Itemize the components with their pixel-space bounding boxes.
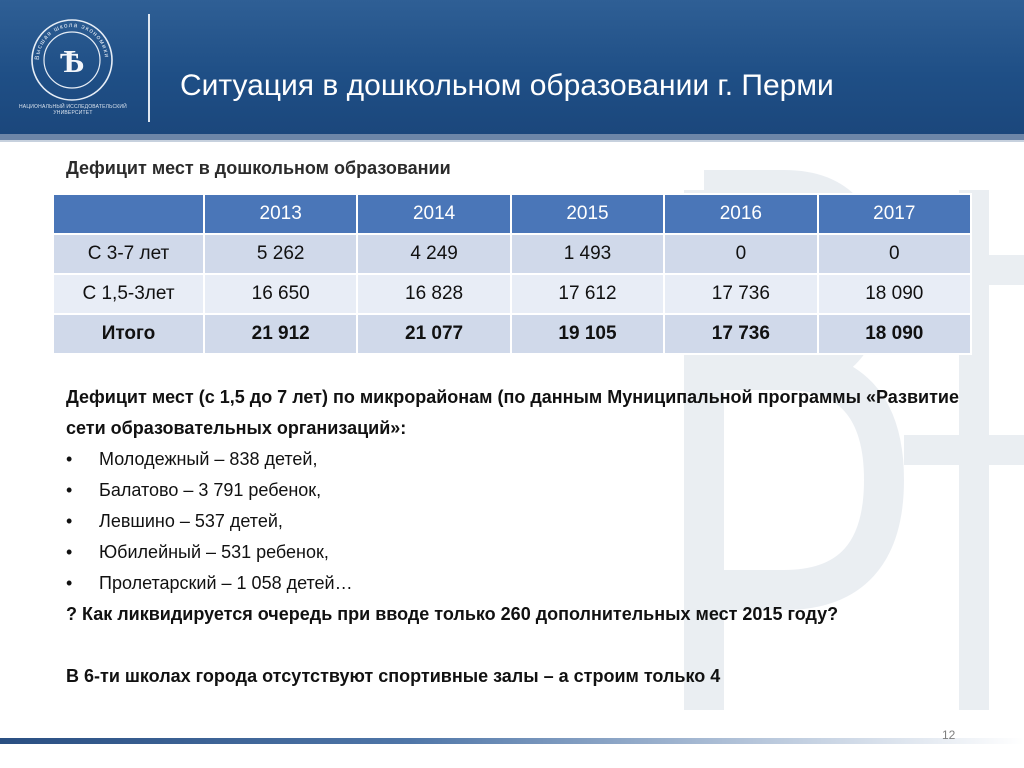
page-number: 12	[942, 728, 956, 742]
list-item	[66, 506, 966, 537]
table-total-row	[53, 314, 971, 354]
header-divider	[148, 14, 150, 122]
list-item-text: Пролетарский – 1 058 детей…	[99, 573, 353, 593]
table-row	[53, 274, 971, 314]
table-cell: 1 493	[511, 234, 664, 274]
spacer	[66, 630, 966, 661]
list-item-text: Юбилейный – 531 ребенок,	[99, 542, 329, 562]
district-list	[66, 444, 966, 599]
table-cell: 21 077	[357, 314, 510, 354]
list-item	[66, 444, 966, 475]
bullet-icon: •	[66, 542, 73, 562]
list-item	[66, 568, 966, 599]
table-header-cell: 2013	[204, 194, 357, 234]
closing-paragraph: В 6-ти школах города отсутствуют спортивные залы – а строим только 4	[66, 666, 721, 686]
page-title: Ситуация в дошкольном образовании г. Перми	[180, 69, 834, 102]
row-label: Итого	[53, 314, 204, 354]
table-header-cell: 2017	[818, 194, 971, 234]
deficit-table	[52, 193, 972, 355]
list-item-text: Балатово – 3 791 ребенок,	[99, 480, 322, 500]
university-logo	[30, 18, 114, 102]
table-cell: 17 736	[664, 314, 817, 354]
table-header-cell	[53, 194, 204, 234]
list-item	[66, 475, 966, 506]
logo-ring-text: Высшая школа экономики	[33, 21, 111, 61]
intro-paragraph: Дефицит мест (с 1,5 до 7 лет) по микрорайонам (по данным Муниципальной программы «Развитие сети образовательных организаций»:	[66, 387, 959, 438]
table-header-row	[53, 194, 971, 234]
table-header-cell: 2016	[664, 194, 817, 234]
body-text	[66, 382, 966, 692]
footer-bar	[0, 738, 1024, 744]
header-stripe-light	[0, 140, 1024, 142]
section-title: Дефицит мест в дошкольном образовании	[66, 158, 451, 178]
table-cell: 19 105	[511, 314, 664, 354]
question-paragraph: ? Как ликвидируется очередь при вводе только 260 дополнительных мест 2015 году?	[66, 604, 839, 624]
table-cell: 18 090	[818, 274, 971, 314]
table-cell: 16 828	[357, 274, 510, 314]
table-cell: 21 912	[204, 314, 357, 354]
bullet-icon: •	[66, 573, 73, 593]
row-label: С 1,5-3лет	[53, 274, 204, 314]
list-item-text: Левшино – 537 детей,	[99, 511, 283, 531]
table-cell: 4 249	[357, 234, 510, 274]
table-header-cell: 2014	[357, 194, 510, 234]
logo-monogram: Ѣ	[59, 43, 85, 79]
table-row	[53, 234, 971, 274]
logo-caption: НАЦИОНАЛЬНЫЙ ИССЛЕДОВАТЕЛЬСКИЙ УНИВЕРСИТЕТ	[19, 104, 127, 116]
row-label: С 3-7 лет	[53, 234, 204, 274]
table-cell: 16 650	[204, 274, 357, 314]
list-item-text: Молодежный – 838 детей,	[99, 449, 318, 469]
table-cell: 0	[818, 234, 971, 274]
table-header-cell: 2015	[511, 194, 664, 234]
table-cell: 17 736	[664, 274, 817, 314]
list-item	[66, 537, 966, 568]
table-cell: 17 612	[511, 274, 664, 314]
bullet-icon: •	[66, 449, 73, 469]
table-cell: 18 090	[818, 314, 971, 354]
table-cell: 0	[664, 234, 817, 274]
table-cell: 5 262	[204, 234, 357, 274]
bullet-icon: •	[66, 480, 73, 500]
bullet-icon: •	[66, 511, 73, 531]
